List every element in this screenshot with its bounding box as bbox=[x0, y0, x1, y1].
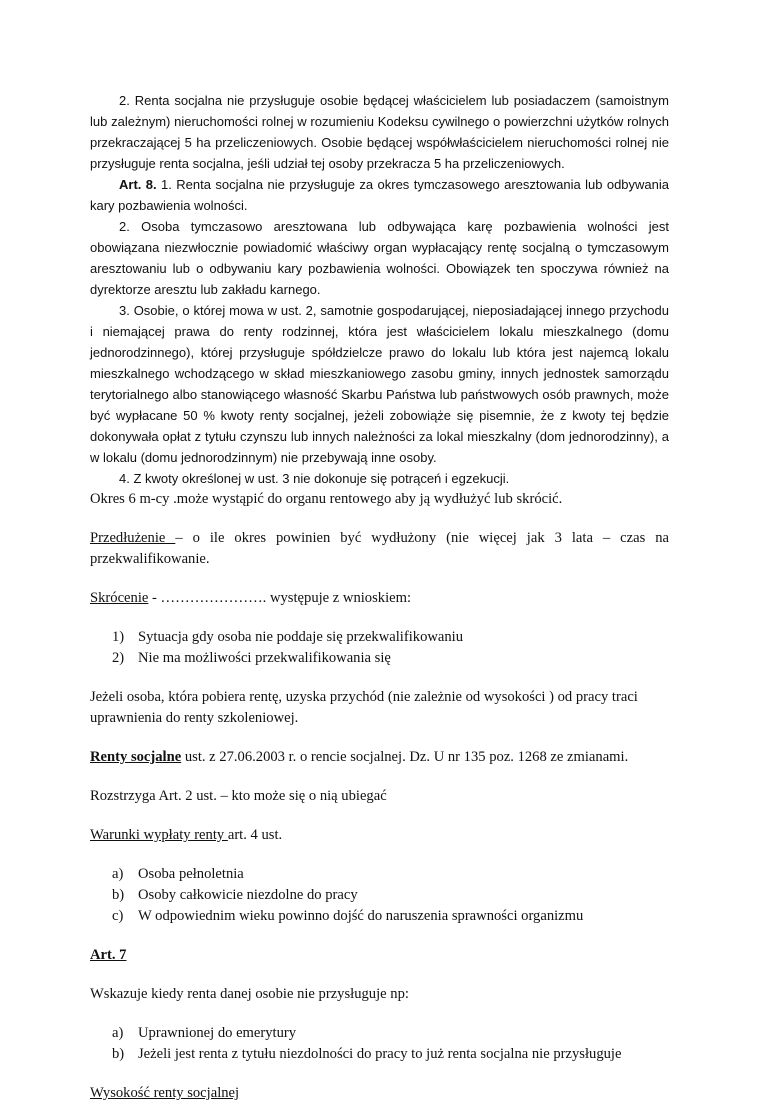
list-item bbox=[90, 864, 669, 885]
list-marker: b) bbox=[112, 887, 125, 903]
list-marker: b) bbox=[112, 1046, 125, 1062]
list-item bbox=[90, 885, 669, 906]
art7-heading: Art. 7 bbox=[90, 947, 127, 963]
paragraph-art7-ust2: 2. Renta socjalna nie przysługuje osobie będącej właścicielem lub posiadaczem (samoistnym lub zależnym) nieruchomości rolnej w rozumieniu Kodeksu cywilnego o powierzchni użytków rolnych przekraczającej 5 ha przeliczeniowych. Osobie będącej współwłaścicielem nieruchomości rolnej nie przysługuje renta socjalna, jeśli udział tej osoby przekracza 5 ha przeliczeniowych. bbox=[90, 93, 669, 171]
art8-label: Art. 8. bbox=[119, 177, 157, 192]
list-marker: 2) bbox=[112, 650, 125, 666]
art8-text: 1. Renta socjalna nie przysługuje za okres tymczasowego aresztowania lub odbywania kary pozbawienia wolności. bbox=[90, 177, 669, 213]
przedluzenie-text: – o ile okres powinien być wydłużony (nie więcej jak 3 lata – czas na przekwalifikowanie. bbox=[90, 530, 669, 567]
list-item-text: Jeżeli jest renta z tytułu niezdolności do pracy to już renta socjalna nie przysługuje bbox=[138, 1046, 622, 1062]
statute-excerpt bbox=[90, 90, 669, 489]
rozstrzyga-note: Rozstrzyga Art. 2 ust. – kto może się o nią ubiegać bbox=[90, 788, 387, 804]
list-item-text: W odpowiednim wieku powinno dojść do naruszenia sprawności organizmu bbox=[138, 908, 584, 924]
list-item bbox=[90, 648, 669, 669]
warunki-text: art. 4 ust. bbox=[227, 827, 283, 843]
renty-socjalne-text: ust. z 27.06.2003 r. o rencie socjalnej. Dz. U nr 135 poz. 1268 ze zmianami. bbox=[181, 749, 629, 765]
paragraph-art8-ust4: 4. Z kwoty określonej w ust. 3 nie dokonuje się potrąceń i egzekucji. bbox=[119, 471, 510, 486]
list-item-text: Nie ma możliwości przekwalifikowania się bbox=[138, 650, 391, 666]
renty-socjalne-label: Renty socjalne bbox=[90, 749, 182, 765]
okres-note: Okres 6 m-cy .może wystąpić do organu rentowego aby ją wydłużyć lub skrócić. bbox=[90, 491, 563, 507]
skrocenie-text: - …………………. występuje z wnioskiem: bbox=[148, 590, 412, 606]
list-marker: a) bbox=[112, 1025, 124, 1041]
skrocenie-list bbox=[90, 627, 669, 669]
warunki-label: Warunki wypłaty renty bbox=[90, 827, 228, 843]
list-marker: a) bbox=[112, 866, 124, 882]
przedluzenie-label: Przedłużenie bbox=[90, 530, 176, 546]
paragraph-art8-ust2: 2. Osoba tymczasowo aresztowana lub odbywająca karę pozbawienia wolności jest obowiązana niezwłocznie powiadomić właściwy organ wypłacający rentę socjalną o tymczasowym aresztowaniu lub o odbywaniu kary pozbawienia wolności. Obowiązek ten spoczywa również na dyrektorze aresztu lub zakładu karnego. bbox=[90, 219, 669, 297]
list-item-text: Uprawnionej do emerytury bbox=[138, 1025, 297, 1041]
warunki-list bbox=[90, 864, 669, 927]
wskazuje-list bbox=[90, 1023, 669, 1065]
list-marker: c) bbox=[112, 908, 124, 924]
jezeli-note: Jeżeli osoba, która pobiera rentę, uzyska przychód (nie zależnie od wysokości ) od pracy traci uprawnienia do renty szkoleniowej. bbox=[90, 689, 638, 726]
list-item-text: Osoby całkowicie niezdolne do pracy bbox=[138, 887, 358, 903]
list-item-text: Osoba pełnoletnia bbox=[138, 866, 244, 882]
renty-socjalne-note bbox=[90, 747, 669, 768]
wskazuje-note: Wskazuje kiedy renta danej osobie nie przysługuje np: bbox=[90, 986, 409, 1002]
paragraph-art8-ust3: 3. Osobie, o której mowa w ust. 2, samotnie gospodarującej, nieposiadającej innego przychodu i niemającej prawa do renty rodzinnej, która jest właścicielem lokalu mieszkalnego (domu jednorodzinnego), której przysługuje spółdzielcze prawo do lokalu lub która jest najemcą lokalu mieszkalnego wchodzącego w skład mieszkaniowego zasobu gminy, innych jednostek samorządu terytorialnego albo stanowiącego własność Skarbu Państwa lub państwowych osób prawnych, może być wypłacane 50 % kwoty renty socjalnej, jeżeli zobowiąże się pisemnie, że z kwoty tej będzie dokonywała opłat z tytułu czynszu lub innych należności za lokal mieszkalny (dom jednorodzinny), a w lokalu (domu jednorodzinnym) nie przebywają inne osoby. bbox=[90, 303, 669, 465]
list-marker: 1) bbox=[112, 629, 125, 645]
paragraph-art8-ust1 bbox=[90, 174, 669, 216]
list-item bbox=[90, 1044, 669, 1065]
przedluzenie-note bbox=[90, 528, 669, 570]
skrocenie-label: Skrócenie bbox=[90, 590, 149, 606]
list-item bbox=[90, 627, 669, 648]
warunki-note bbox=[90, 825, 669, 846]
wysokosc-heading: Wysokość renty socjalnej bbox=[90, 1085, 240, 1101]
list-item bbox=[90, 1023, 669, 1044]
lecture-notes bbox=[90, 489, 669, 1104]
skrocenie-note bbox=[90, 588, 669, 609]
document-content bbox=[90, 90, 669, 1104]
list-item-text: Sytuacja gdy osoba nie poddaje się przekwalifikowaniu bbox=[138, 629, 464, 645]
list-item bbox=[90, 906, 669, 927]
